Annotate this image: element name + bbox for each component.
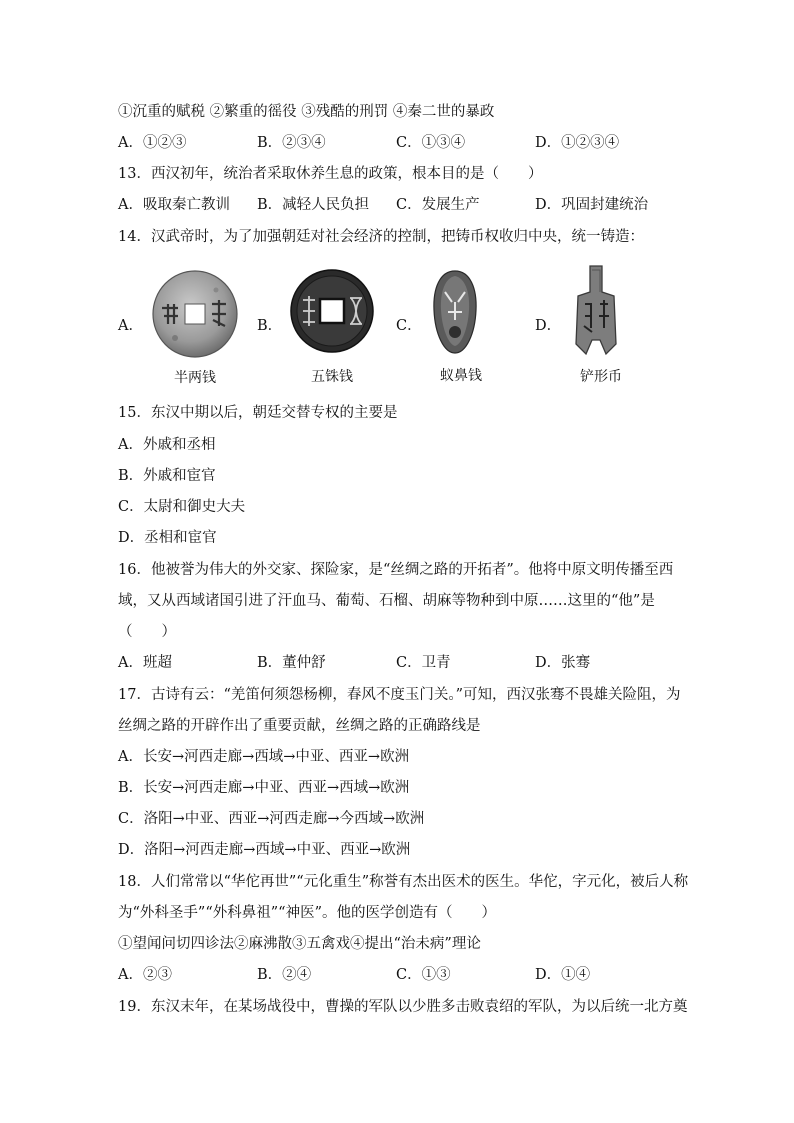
q18-stem-line1: 18．人们常常以“华佗再世”“元化重生”称誉有杰出医术的医生。华佗，字元化，被后人称 — [118, 874, 689, 890]
q12-statement: ①沉重的赋税 ②繁重的徭役 ③残酷的刑罚 ④秦二世的暴政 — [118, 104, 495, 120]
q12-option-a[interactable]: A．①②③ — [118, 135, 187, 151]
banliang-coin-icon — [150, 268, 240, 360]
q19-stem-line1: 19．东汉末年，在某场战役中，曹操的军队以少胜多击败袁绍的军队，为以后统一北方奠 — [118, 999, 688, 1015]
q15-stem: 15．东汉中期以后，朝廷交替专权的主要是 — [118, 405, 398, 421]
yibi-coin-icon — [430, 268, 480, 356]
q14-label-yibi: 蚁鼻钱 — [440, 368, 482, 384]
q17-option-a[interactable]: A．长安→河西走廊→西域→中亚、西亚→欧洲 — [118, 749, 410, 765]
q16-option-a[interactable]: A．班超 — [118, 655, 172, 671]
q18-stem-line2: 为“外科圣手”“外科鼻祖”“神医”。他的医学创造有（ ） — [118, 905, 496, 921]
q17-option-c[interactable]: C．洛阳→中亚、西亚→河西走廊→今西域→欧洲 — [118, 811, 425, 827]
q14-option-d[interactable]: D． — [535, 318, 562, 334]
wuzhu-coin-icon — [289, 266, 375, 356]
q15-option-b[interactable]: B．外戚和宦官 — [118, 468, 216, 484]
q14-label-banliang: 半两钱 — [174, 370, 216, 386]
q16-option-b[interactable]: B．董仲舒 — [257, 655, 326, 671]
q12-option-c[interactable]: C．①③④ — [396, 135, 466, 151]
q18-option-a[interactable]: A．②③ — [118, 967, 172, 983]
q13-option-d[interactable]: D．巩固封建统治 — [535, 197, 649, 213]
q15-option-c[interactable]: C．太尉和御史大夫 — [118, 499, 246, 515]
q12-option-b[interactable]: B．②③④ — [257, 135, 326, 151]
q14-label-spade: 铲形币 — [580, 369, 622, 385]
q18-option-d[interactable]: D．①④ — [535, 967, 591, 983]
q14-option-c[interactable]: C． — [396, 318, 422, 334]
q14-option-a[interactable]: A． — [118, 318, 143, 334]
q17-option-d[interactable]: D．洛阳→河西走廊→西域→中亚、西亚→欧洲 — [118, 842, 411, 858]
q17-stem-line1: 17．古诗有云：“羌笛何须怨杨柳，春风不度玉门关。”可知，西汉张骞不畏雄关险阻，为 — [118, 687, 681, 703]
q13-stem: 13．西汉初年，统治者采取休养生息的政策，根本目的是（ ） — [118, 166, 543, 182]
q18-option-b[interactable]: B．②④ — [257, 967, 312, 983]
q16-stem-line3: （ ） — [118, 624, 176, 640]
q17-option-b[interactable]: B．长安→河西走廊→中亚、西亚→西域→欧洲 — [118, 780, 410, 796]
q13-option-c[interactable]: C．发展生产 — [396, 197, 480, 213]
q16-stem-line1: 16．他被誉为伟大的外交家、探险家，是“丝绸之路的开拓者”。他将中原文明传播至西 — [118, 562, 674, 578]
q13-option-a[interactable]: A．吸取秦亡教训 — [118, 197, 230, 213]
q16-option-d[interactable]: D．张骞 — [535, 655, 591, 671]
q12-option-d[interactable]: D．①②③④ — [535, 135, 620, 151]
q14-label-wuzhu: 五铢钱 — [311, 369, 353, 385]
q15-option-d[interactable]: D．丞相和宦官 — [118, 530, 217, 546]
q18-statement: ①望闻问切四诊法②麻沸散③五禽戏④提出“治未病”理论 — [118, 936, 481, 952]
q14-option-b[interactable]: B． — [257, 318, 283, 334]
q15-option-a[interactable]: A．外戚和丞相 — [118, 437, 216, 453]
q13-option-b[interactable]: B．减轻人民负担 — [257, 197, 370, 213]
spade-coin-icon — [570, 264, 622, 356]
q16-option-c[interactable]: C．卫青 — [396, 655, 451, 671]
q18-option-c[interactable]: C．①③ — [396, 967, 451, 983]
q16-stem-line2: 域，又从西域诸国引进了汗血马、葡萄、石榴、胡麻等物种到中原……这里的“他”是 — [118, 593, 655, 609]
q14-stem: 14．汉武帝时，为了加强朝廷对社会经济的控制，把铸币权收归中央，统一铸造： — [118, 229, 644, 245]
q17-stem-line2: 丝绸之路的开辟作出了重要贡献，丝绸之路的正确路线是 — [118, 718, 481, 734]
